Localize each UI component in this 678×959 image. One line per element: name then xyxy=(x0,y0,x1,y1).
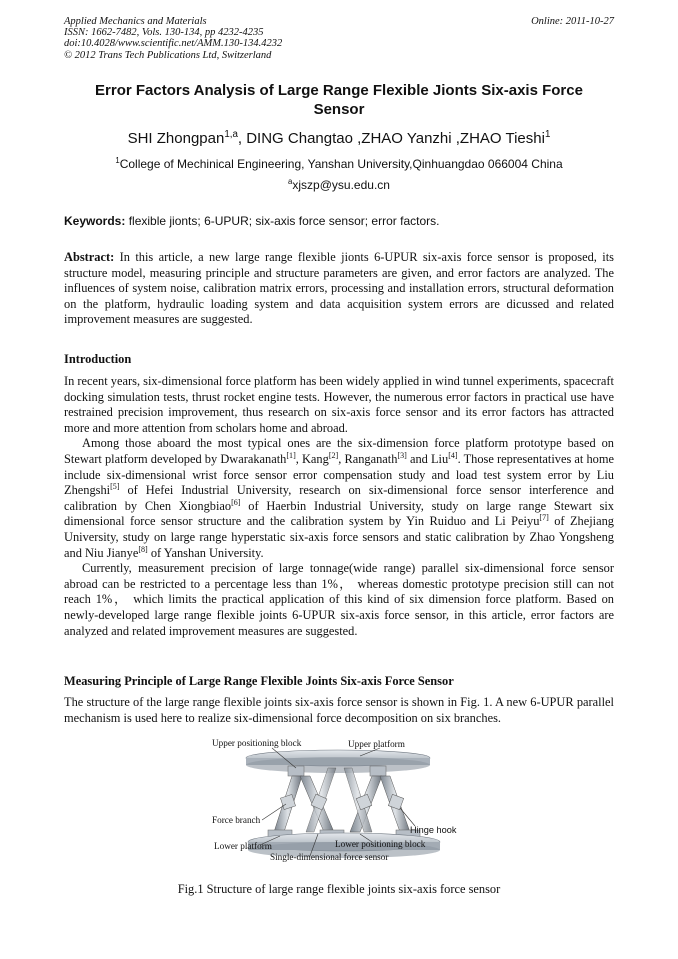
keywords-label: Keywords: xyxy=(64,214,126,228)
title-line-2: Sensor xyxy=(313,101,365,118)
p2-text: and Liu xyxy=(406,451,449,466)
abstract-text: In this article, a new large range flexible jionts 6-UPUR six-axis force sensor is proposed, its structure model, measuring principle and structure parameters are given, and error factors are analyzed. The influences of system noise, calibration matrix errors, processing and installation errors, structural deformation on the platform, hydraulic loading system and data acquisition system errors are dicussed and related improvement measures are suggested. xyxy=(64,250,614,327)
paper-title xyxy=(64,81,614,119)
label-lower-platform: Lower platform xyxy=(214,841,272,851)
intro-heading: Introduction xyxy=(64,352,132,366)
label-upper-platform: Upper platform xyxy=(348,739,405,749)
label-lower-positioning-block: Lower positioning block xyxy=(335,839,426,849)
p2-text: of Yanshan University. xyxy=(147,545,264,560)
journal-name: Applied Mechanics and Materials xyxy=(64,16,207,27)
section-paragraph-1: The structure of the large range flexible joints six-axis force sensor is shown in Fig. 1. A new 6-UPUR parallel mechanism is used here to realize six-dimensional force decomposition on six branches. xyxy=(64,695,614,725)
intro-paragraph-3: Currently, measurement precision of large tonnage(wide range) parallel six-dimensional force sensor abroad can be restricted to a percentage less than 1%， whereas domestic prototype precision still can not reach 1%， which limits the practical application of this kind of six dimension force platform. Based on newly-developed large range flexible joints 6-UPUR six-axis force sensor, in this article, error factors are analyzed and related improvement measures are suggested. xyxy=(64,561,614,638)
p2-text: Among those aboard the most typical ones are the six-dimension force platform prototype based on Stewart platform developed by Dwarakanath xyxy=(64,436,614,466)
doi: doi:10.4028/www.scientific.net/AMM.130-134.4232 xyxy=(64,38,283,50)
copyright: © 2012 Trans Tech Publications Ltd, Switzerland xyxy=(64,49,272,61)
ref: [5] xyxy=(110,482,120,492)
other-authors-sup: 1 xyxy=(544,129,551,140)
intro-paragraph-1: In recent years, six-dimensional force platform has been widely applied in wind tunnel experiments, spacecraft docking simulation tests, thrust rocket engine tests. However, the numerous error factors in practical use have restrained precision improvement, thus research on six-axis force sensor and its error factors has attracted more and more attention from scholars home and abroad. xyxy=(64,374,614,435)
other-authors: , DING Changtao ,ZHAO Yanzhi ,ZHAO Tieshi xyxy=(237,130,545,147)
p2-text: of Zhejiang University, study on large range hyperstatic six-axis force sensors and static calibration by Zhao Yongsheng and Niu Jianye xyxy=(64,514,615,560)
ref: [7] xyxy=(539,513,549,523)
label-single-dimensional-sensor: Single-dimensional force sensor xyxy=(270,852,389,862)
email xyxy=(64,178,614,192)
p2-text: of Haerbin Industrial University, study on large range Stewart six dimensional force sensor structure and the calibration system by Yin Ruiduo and Li Peiyu xyxy=(64,498,614,529)
p2-text: of Hefei Industrial University, research on six-dimensional force sensor interference and calibration by Chen Xiongbiao xyxy=(64,483,614,513)
ref: [4] xyxy=(448,450,458,460)
ref: [8] xyxy=(138,544,148,554)
journal-header xyxy=(64,16,614,61)
author-1-sup: 1,a xyxy=(224,129,238,140)
p2-text: . Those representatives at home include six-dimensional wrist force sensor error compensation study and load test system error by Liu Zhengshi xyxy=(64,451,615,498)
label-force-branch: Force branch xyxy=(212,815,261,825)
p2-text: , Ranganath xyxy=(338,451,398,466)
ref: [2] xyxy=(328,450,339,460)
intro-paragraph-2 xyxy=(64,436,614,561)
affiliation-sup: 1 xyxy=(115,156,120,165)
label-upper-positioning-block: Upper positioning block xyxy=(212,738,302,748)
abstract-label: Abstract: xyxy=(64,250,115,264)
label-hinge-hook: Hinge hook xyxy=(410,825,457,835)
issn: ISSN: 1662-7482, Vols. 130-134, pp 4232-4235 xyxy=(64,27,264,39)
p2-text: , Kang xyxy=(295,451,329,466)
affiliation-text: College of Mechinical Engineering, Yanshan University,Qinhuangdao 066004 China xyxy=(119,157,563,171)
section-body xyxy=(64,695,614,726)
title-line-1: Error Factors Analysis of Large Range Flexible Jionts Six-axis Force xyxy=(95,82,583,99)
online-date: Online: 2011-10-27 xyxy=(531,16,614,27)
figure-caption: Fig.1 Structure of large range flexible joints six-axis force sensor xyxy=(177,882,501,896)
intro-body xyxy=(64,374,614,639)
authors xyxy=(64,130,614,147)
affiliation xyxy=(64,157,614,171)
ref: [1] xyxy=(286,450,296,460)
keywords xyxy=(64,214,614,228)
abstract xyxy=(64,250,614,328)
keywords-text: flexible jionts; 6-UPUR; six-axis force sensor; error factors. xyxy=(125,214,440,228)
figure-1 xyxy=(210,738,470,868)
ref: [3] xyxy=(397,450,407,460)
email-text: xjszp@ysu.edu.cn xyxy=(292,178,390,192)
ref: [6] xyxy=(231,497,241,507)
section-heading: Measuring Principle of Large Range Flexible Joints Six-axis Force Sensor xyxy=(64,674,454,688)
author-1: SHI Zhongpan xyxy=(127,130,225,147)
email-sup: a xyxy=(288,177,293,186)
